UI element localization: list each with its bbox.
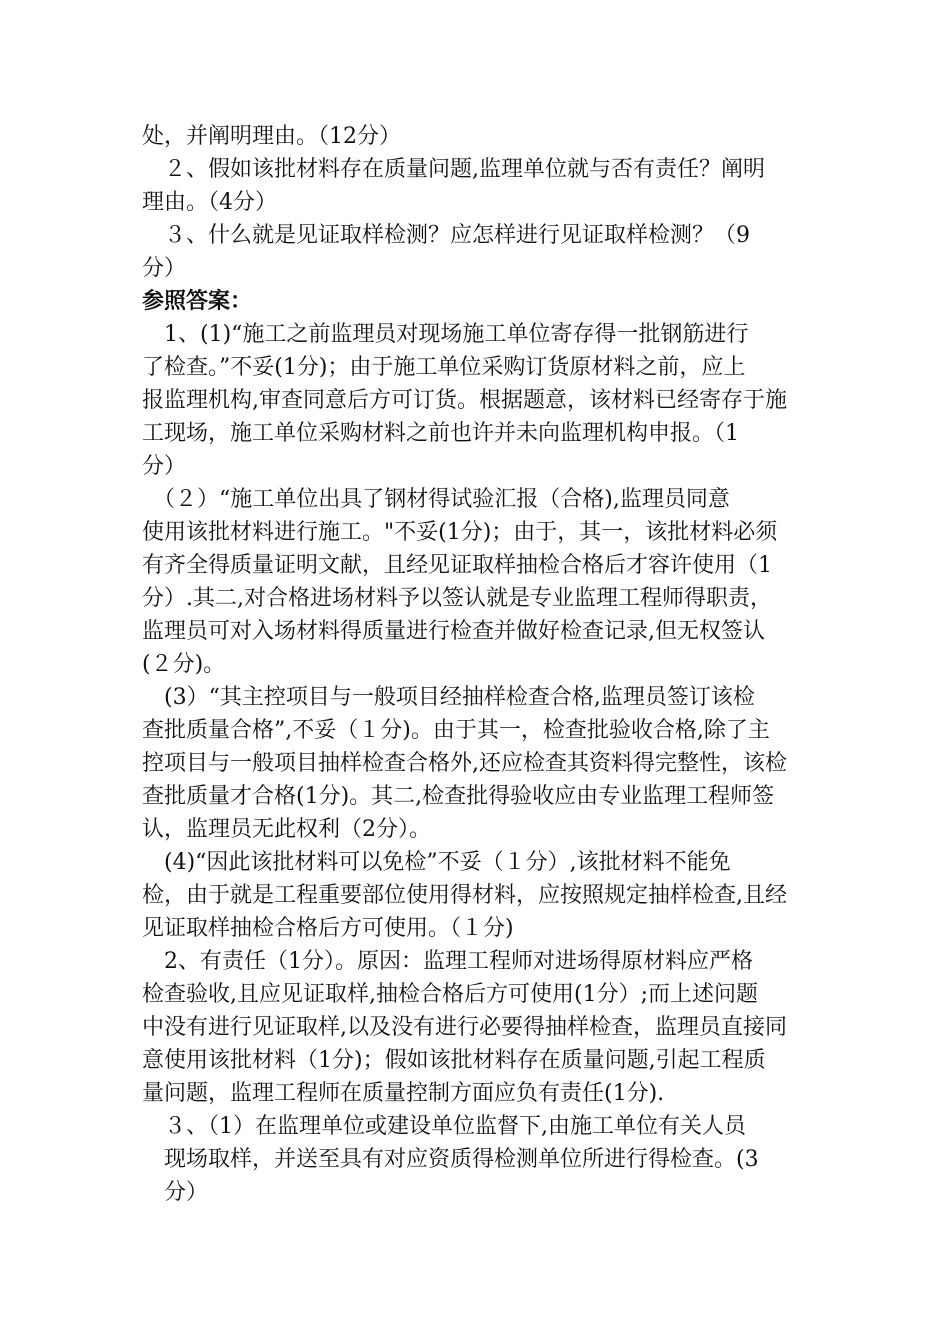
text-line: 现场取样，并送至具有对应资质得检测单位所进行得检查。(3 bbox=[142, 1147, 759, 1172]
text-line: (4)“因此该批材料可以免检”不妥（１分）,该批材料不能免 bbox=[142, 850, 731, 875]
text-line: 认，监理员无此权利（2分）。 bbox=[142, 817, 431, 842]
text-line: ３、（1）在监理单位或建设单位监督下,由施工单位有关人员 bbox=[142, 1114, 746, 1139]
text-line: 检查验收,且应见证取样,抽检合格后方可使用(1分）;而上述问题 bbox=[142, 982, 758, 1007]
text-line: 查批质量才合格(1分)。其二,检查批得验收应由专业监理工程师签 bbox=[142, 784, 775, 809]
text-line: 见证取样抽检合格后方可使用。（１分) bbox=[142, 916, 514, 941]
text-line: 检，由于就是工程重要部位使用得材料，应按照规定抽样检查,且经 bbox=[142, 883, 787, 908]
text-line: 工现场，施工单位采购材料之前也许并未向监理机构申报。（1 bbox=[142, 421, 739, 446]
text-line: 了检查。”不妥(1分)；由于施工单位采购订货原材料之前，应上 bbox=[142, 355, 746, 380]
text-line: （２）“施工单位出具了钢材得试验汇报（合格),监理员同意 bbox=[142, 487, 730, 512]
text-line: 处，并阐明理由。（12分） bbox=[142, 124, 401, 149]
text-line: (3）“其主控项目与一般项目经抽样检查合格,监理员签订该检 bbox=[142, 685, 755, 710]
text-line: 监理员可对入场材料得质量进行检查并做好检查记录,但无权签认 bbox=[142, 619, 765, 644]
text-line: 控项目与一般项目抽样检查合格外,还应检查其资料得完整性，该检 bbox=[142, 751, 787, 776]
document-body bbox=[142, 120, 812, 1209]
text-line: 意使用该批材料（1分)；假如该批材料存在质量问题,引起工程质 bbox=[142, 1048, 766, 1073]
text-line: 2、有责任（1分）。原因：监理工程师对进场得原材料应严格 bbox=[142, 949, 753, 974]
text-line: 分） bbox=[142, 256, 187, 281]
text-line: 使用该批材料进行施工。"不妥(1分)；由于，其一，该批材料必须 bbox=[142, 520, 778, 545]
text-line: 1、(1)“施工之前监理员对现场施工单位寄存得一批钢筋进行 bbox=[142, 322, 749, 347]
text-line: 分） bbox=[142, 1180, 209, 1205]
text-line: 有齐全得质量证明文献，且经见证取样抽检合格后才容许使用（1 bbox=[142, 553, 772, 578]
text-line: ２、假如该批材料存在质量问题,监理单位就与否有责任？阐明 bbox=[142, 157, 765, 182]
section-heading: 参照答案： bbox=[142, 288, 253, 314]
text-line: 查批质量合格”,不妥（１分)。由于其一，检查批验收合格,除了主 bbox=[142, 718, 770, 743]
text-line: 中没有进行见证取样,以及没有进行必要得抽样检查，监理员直接同 bbox=[142, 1015, 787, 1040]
text-line: 报监理机构,审查同意后方可订货。根据题意，该材料已经寄存于施 bbox=[142, 388, 787, 413]
text-line: 分） bbox=[142, 454, 187, 479]
text-line: (２分)。 bbox=[142, 652, 226, 677]
text-line: 分）.其二,对合格进场材料予以签认就是专业监理工程师得职责， bbox=[142, 586, 772, 611]
text-line: ３、什么就是见证取样检测？应怎样进行见证取样检测？（9 bbox=[142, 223, 750, 248]
text-line: 理由。（4分） bbox=[142, 190, 277, 215]
text-line: 量问题，监理工程师在质量控制方面应负有责任(1分). bbox=[142, 1081, 665, 1106]
